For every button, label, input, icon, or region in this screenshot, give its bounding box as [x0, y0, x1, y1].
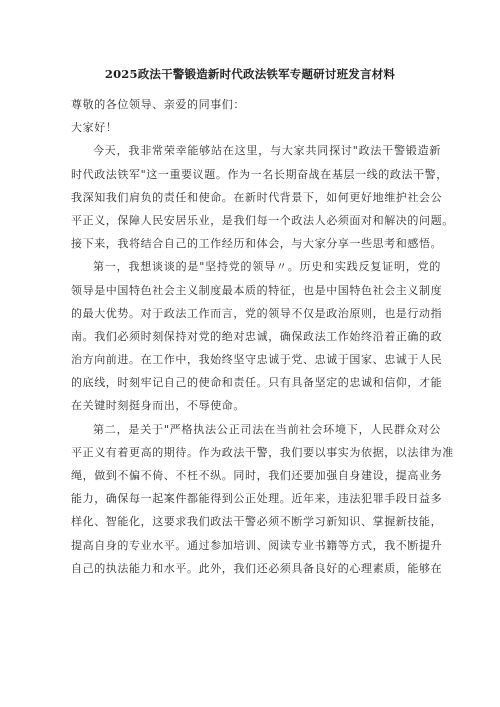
body-line: 平正义有着更高的期待。作为政法干警，我们要以事实为依据，以法律为准	[71, 445, 454, 459]
body-line: 南。我们必须时刻保持对党的绝对忠诚，确保政法工作始终沿着正确的政	[71, 329, 443, 343]
document-title: 2025政法干警锻造新时代政法铁军专题研讨班发言材料	[104, 67, 396, 81]
body-line: 我深知我们肩负的责任和使命。在新时代背景下，如何更好地维护社会公	[71, 190, 443, 204]
body-line: 第二，是关于"严格执法公正司法在当前社会环境下，人民群众对公	[93, 422, 441, 436]
body-line: 第一，我想谈谈的是"坚持党的领导〃。历史和实践反复证明，党的	[93, 260, 441, 274]
body-line: 尊敬的各位领导、亲爱的同事们：	[71, 98, 245, 111]
body-line: 领导是中国特色社会主义制度最本质的特征，也是中国特色社会主义制度	[71, 283, 443, 297]
body-line: 的底线，时刻牢记自己的使命和责任。只有具备坚定的忠诚和信仰，才能	[71, 376, 443, 390]
body-line: 接下来，我将结合自己的工作经历和体会，与大家分享一些思考和感悟。	[71, 237, 443, 251]
body-line: 平正义，保障人民安居乐业，是我们每一个政法人必须面对和解决的问题。	[71, 213, 454, 227]
body-line: 治方向前进。在工作中，我始终坚守忠诚于党、忠诚于国家、忠诚于人民	[71, 353, 443, 367]
body-line: 自己的执法能力和水平。此外，我们还必须具备良好的心理素质，能够在	[71, 561, 443, 575]
body-line: 绳，做到不偏不倚、不枉不纵。同时，我们还要加强自身建设，提高业务	[71, 469, 443, 482]
body-line: 样化、智能化，这要求我们政法干警必须不断学习新知识、掌握新技能，	[71, 515, 443, 529]
body-line: 的最大优势。对于政法工作而言，党的领导不仅是政治原则，也是行动指	[71, 306, 443, 320]
body-line: 时代政法铁军"这一重要议题。作为一名长期奋战在基层一线的政法干警，	[71, 167, 448, 181]
body-line: 大家好！	[71, 121, 118, 135]
body-line: 能力，确保每一起案件都能得到公正处理。近年来，违法犯罪手段日益多	[71, 492, 443, 506]
body-line: 提高自身的专业水平。通过参加培训、阅读专业书籍等方式，我不断提升	[71, 538, 443, 552]
document-body	[71, 93, 454, 580]
body-line: 在关键时刻挺身而出，不辱使命。	[71, 399, 245, 413]
body-line: 今天，我非常荣幸能够站在这里，与大家共同探讨"政法干警锻造新	[93, 144, 441, 158]
